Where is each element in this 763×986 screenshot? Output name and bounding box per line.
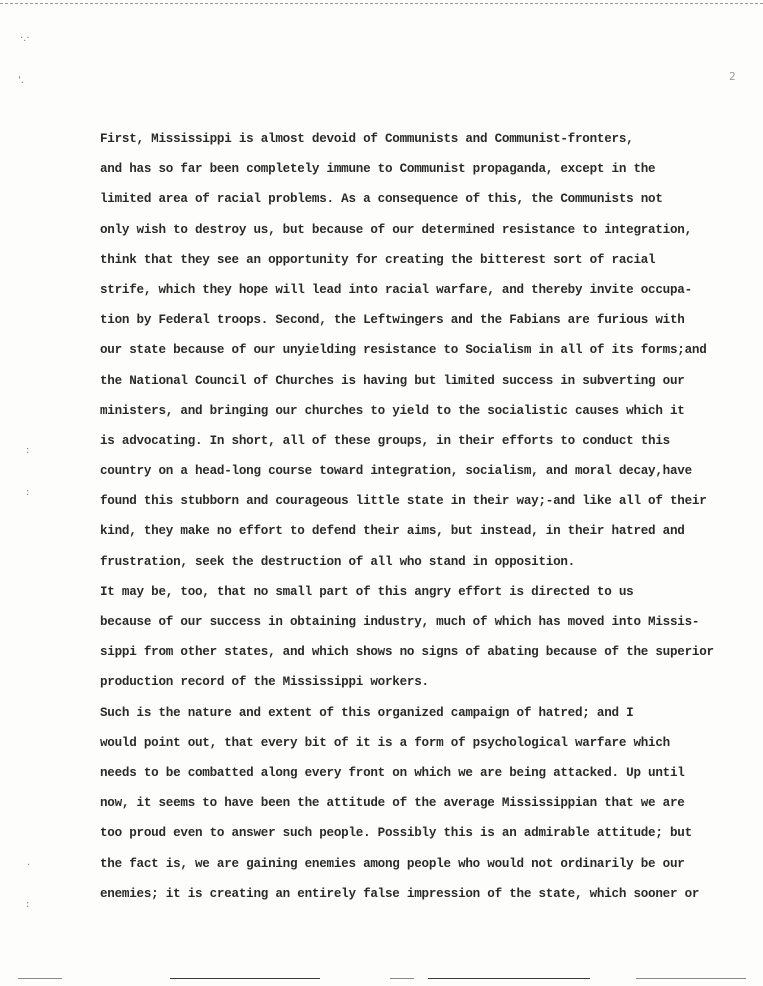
document-body: [100, 124, 740, 909]
text-line: the fact is, we are gaining enemies among people who would not ordinarily be our: [100, 856, 685, 871]
text-line: enemies; it is creating an entirely false impression of the state, which sooner or: [100, 886, 700, 901]
text-line: is advocating. In short, all of these groups, in their efforts to conduct this: [100, 433, 670, 448]
text-line: needs to be combatted along every front on which we are being attacked. Up until: [100, 765, 685, 780]
bottom-edge-rule: [390, 978, 414, 979]
text-line: sippi from other states, and which shows no signs of abating because of the superior: [100, 645, 714, 660]
text-line: would point out, that every bit of it is a form of psychological warfare which: [100, 735, 670, 750]
margin-speck: :: [26, 899, 30, 910]
text-line: kind, they make no effort to defend their aims, but instead, in their hatred and: [100, 524, 685, 539]
text-line: and has so far been completely immune to Communist propaganda, except in the: [100, 162, 656, 177]
bottom-edge-rule: [170, 978, 320, 979]
text-line: limited area of racial problems. As a consequence of this, the Communists not: [100, 192, 663, 207]
text-line: too proud even to answer such people. Possibly this is an admirable attitude; but: [100, 826, 692, 841]
text-line: It may be, too, that no small part of this angry effort is directed to us: [100, 584, 634, 599]
text-line: now, it seems to have been the attitude of the average Mississippian that we are: [100, 796, 685, 811]
margin-speck: '.: [18, 75, 24, 86]
text-line: strife, which they hope will lead into racial warfare, and thereby invite occupa-: [100, 282, 692, 297]
text-line: our state because of our unyielding resistance to Socialism in all of its forms;and: [100, 343, 707, 358]
text-line: the National Council of Churches is having but limited success in subverting our: [100, 373, 685, 388]
text-line: frustration, seek the destruction of all who stand in opposition.: [100, 554, 575, 569]
margin-speck: ·.·: [20, 33, 30, 44]
top-edge-perforation: [0, 3, 763, 4]
bottom-edge-rule: [18, 978, 62, 979]
bottom-edge-rule: [636, 978, 746, 979]
margin-speck: :: [26, 445, 30, 456]
text-line: Such is the nature and extent of this organized campaign of hatred; and I: [100, 705, 634, 720]
text-line: think that they see an opportunity for creating the bitterest sort of racial: [100, 252, 656, 267]
text-line: country on a head-long course toward integration, socialism, and moral decay,have: [100, 464, 692, 479]
text-line: production record of the Mississippi workers.: [100, 675, 429, 690]
bottom-edge-rule: [428, 978, 590, 979]
text-line: only wish to destroy us, but because of our determined resistance to integration,: [100, 222, 692, 237]
margin-speck: :: [26, 487, 30, 498]
text-line: First, Mississippi is almost devoid of Communists and Communist-fronters,: [100, 132, 634, 146]
text-line: ministers, and bringing our churches to yield to the socialistic causes which it: [100, 403, 685, 418]
text-line: because of our success in obtaining industry, much of which has moved into Missis-: [100, 615, 700, 629]
margin-speck: .: [27, 857, 31, 868]
text-line: found this stubborn and courageous little state in their way;-and like all of their: [100, 494, 707, 509]
page-number: 2: [729, 70, 736, 83]
text-line: tion by Federal troops. Second, the Leftwingers and the Fabians are furious with: [100, 313, 685, 328]
